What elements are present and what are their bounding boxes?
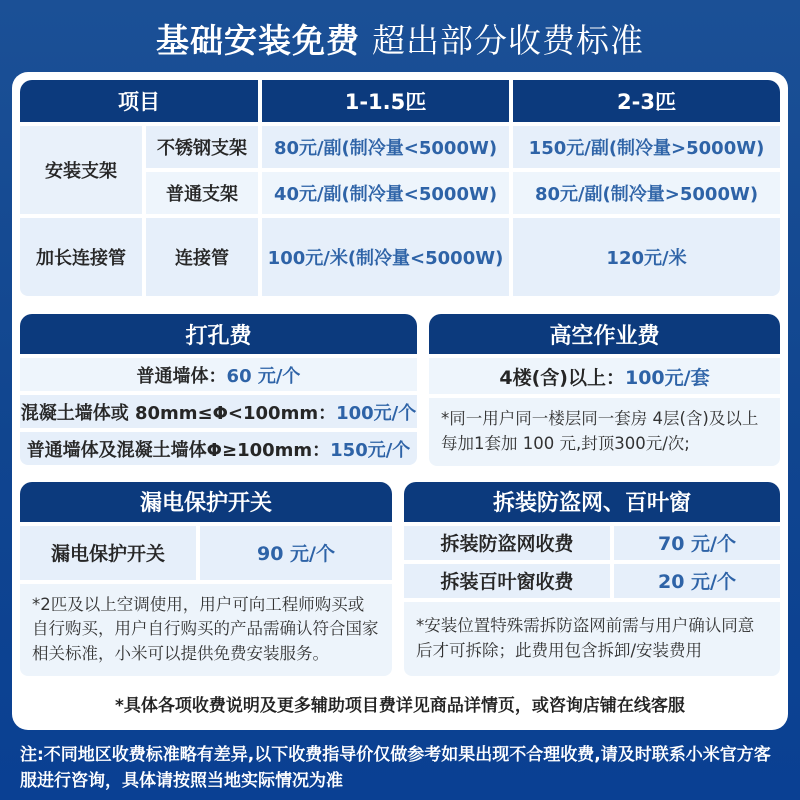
security-net-row [404,526,780,560]
leakage-price: 90 元/个 [200,526,392,580]
drilling-row-price: 100元/个 [336,402,417,424]
bottom-panels [20,482,780,676]
drilling-row-price: 60 元/个 [226,365,301,387]
panel-drilling-fee [20,314,417,466]
drilling-row-label: 混凝土墙体或 80mm≤Φ<100mm： [20,402,337,424]
panel-high-altitude-title: 高空作业费 [429,314,780,354]
shutter-label: 拆装百叶窗收费 [404,564,610,598]
price-cell: 80元/副(制冷量>5000W) [513,172,780,214]
shutter-row [404,564,780,598]
table-header-1-1.5hp: 1-1.5匹 [262,80,509,122]
item-cell-stainless-bracket: 不锈钢支架 [146,126,258,168]
high-altitude-row [429,358,780,394]
drilling-row-label: 普通墙体： [136,365,227,387]
panel-leakage-switch [20,482,392,676]
main-fee-table [20,80,780,296]
price-cell: 80元/副(制冷量<5000W) [262,126,509,168]
security-net-note: *安装位置特殊需拆防盗网前需与用户确认同意后才可拆除；此费用包含拆卸/安装费用 [404,602,780,676]
group-cell-pipe: 加长连接管 [20,218,142,296]
panel-security-net [404,482,780,676]
security-net-label: 拆装防盗网收费 [404,526,610,560]
drilling-row-concrete-wall [20,395,417,428]
price-cell: 40元/副(制冷量<5000W) [262,172,509,214]
high-altitude-label: 4楼(含)以上： [499,366,625,389]
page-title-normal: 超出部分收费标准 [372,20,644,60]
card-footnote: *具体各项收费说明及更多辅助项目费详见商品详情页，或咨询店铺在线客服 [115,695,685,716]
table-header-2-3hp: 2-3匹 [513,80,780,122]
drilling-row-normal-wall [20,358,417,391]
leakage-note: *2匹及以上空调使用，用户可向工程师购买或自行购买，用户自行购买的产品需确认符合国家相关标准，小米可以提供免费安装服务。 [20,584,392,676]
high-altitude-price: 100元/套 [624,366,710,389]
leakage-row [20,526,392,580]
bottom-disclaimer: 注:不同地区收费标准略有差异,以下收费指导价仅做参考如果出现不合理收费,请及时联系小米官方客服进行咨询，具体请按照当地实际情况为准 [20,745,771,792]
panel-security-net-title: 拆装防盗网、百叶窗 [404,482,780,522]
panel-high-altitude-fee [429,314,780,466]
panel-leakage-title: 漏电保护开关 [20,482,392,522]
price-cell: 150元/副(制冷量>5000W) [513,126,780,168]
group-cell-bracket: 安装支架 [20,126,142,214]
high-altitude-note: *同一用户同一楼层同一套房 4层(含)及以上每加1套加 100 元,封顶300元/次; [429,398,780,466]
panel-drilling-title: 打孔费 [20,314,417,354]
leakage-label: 漏电保护开关 [20,526,196,580]
drilling-row-label: 普通墙体及混凝土墙体Φ≥100mm： [26,439,331,461]
price-cell: 120元/米 [513,218,780,296]
drilling-row-price: 150元/个 [330,439,411,461]
item-cell-pipe: 连接管 [146,218,258,296]
shutter-price: 20 元/个 [614,564,780,598]
middle-panels [20,314,780,466]
pricing-card [12,72,788,730]
page-title-bold: 基础安装免费 [156,20,360,60]
drilling-row-large-hole [20,432,417,465]
price-cell: 100元/米(制冷量<5000W) [262,218,509,296]
table-header-item: 项目 [20,80,258,122]
page-title [0,0,800,72]
security-net-price: 70 元/个 [614,526,780,560]
item-cell-normal-bracket: 普通支架 [146,172,258,214]
